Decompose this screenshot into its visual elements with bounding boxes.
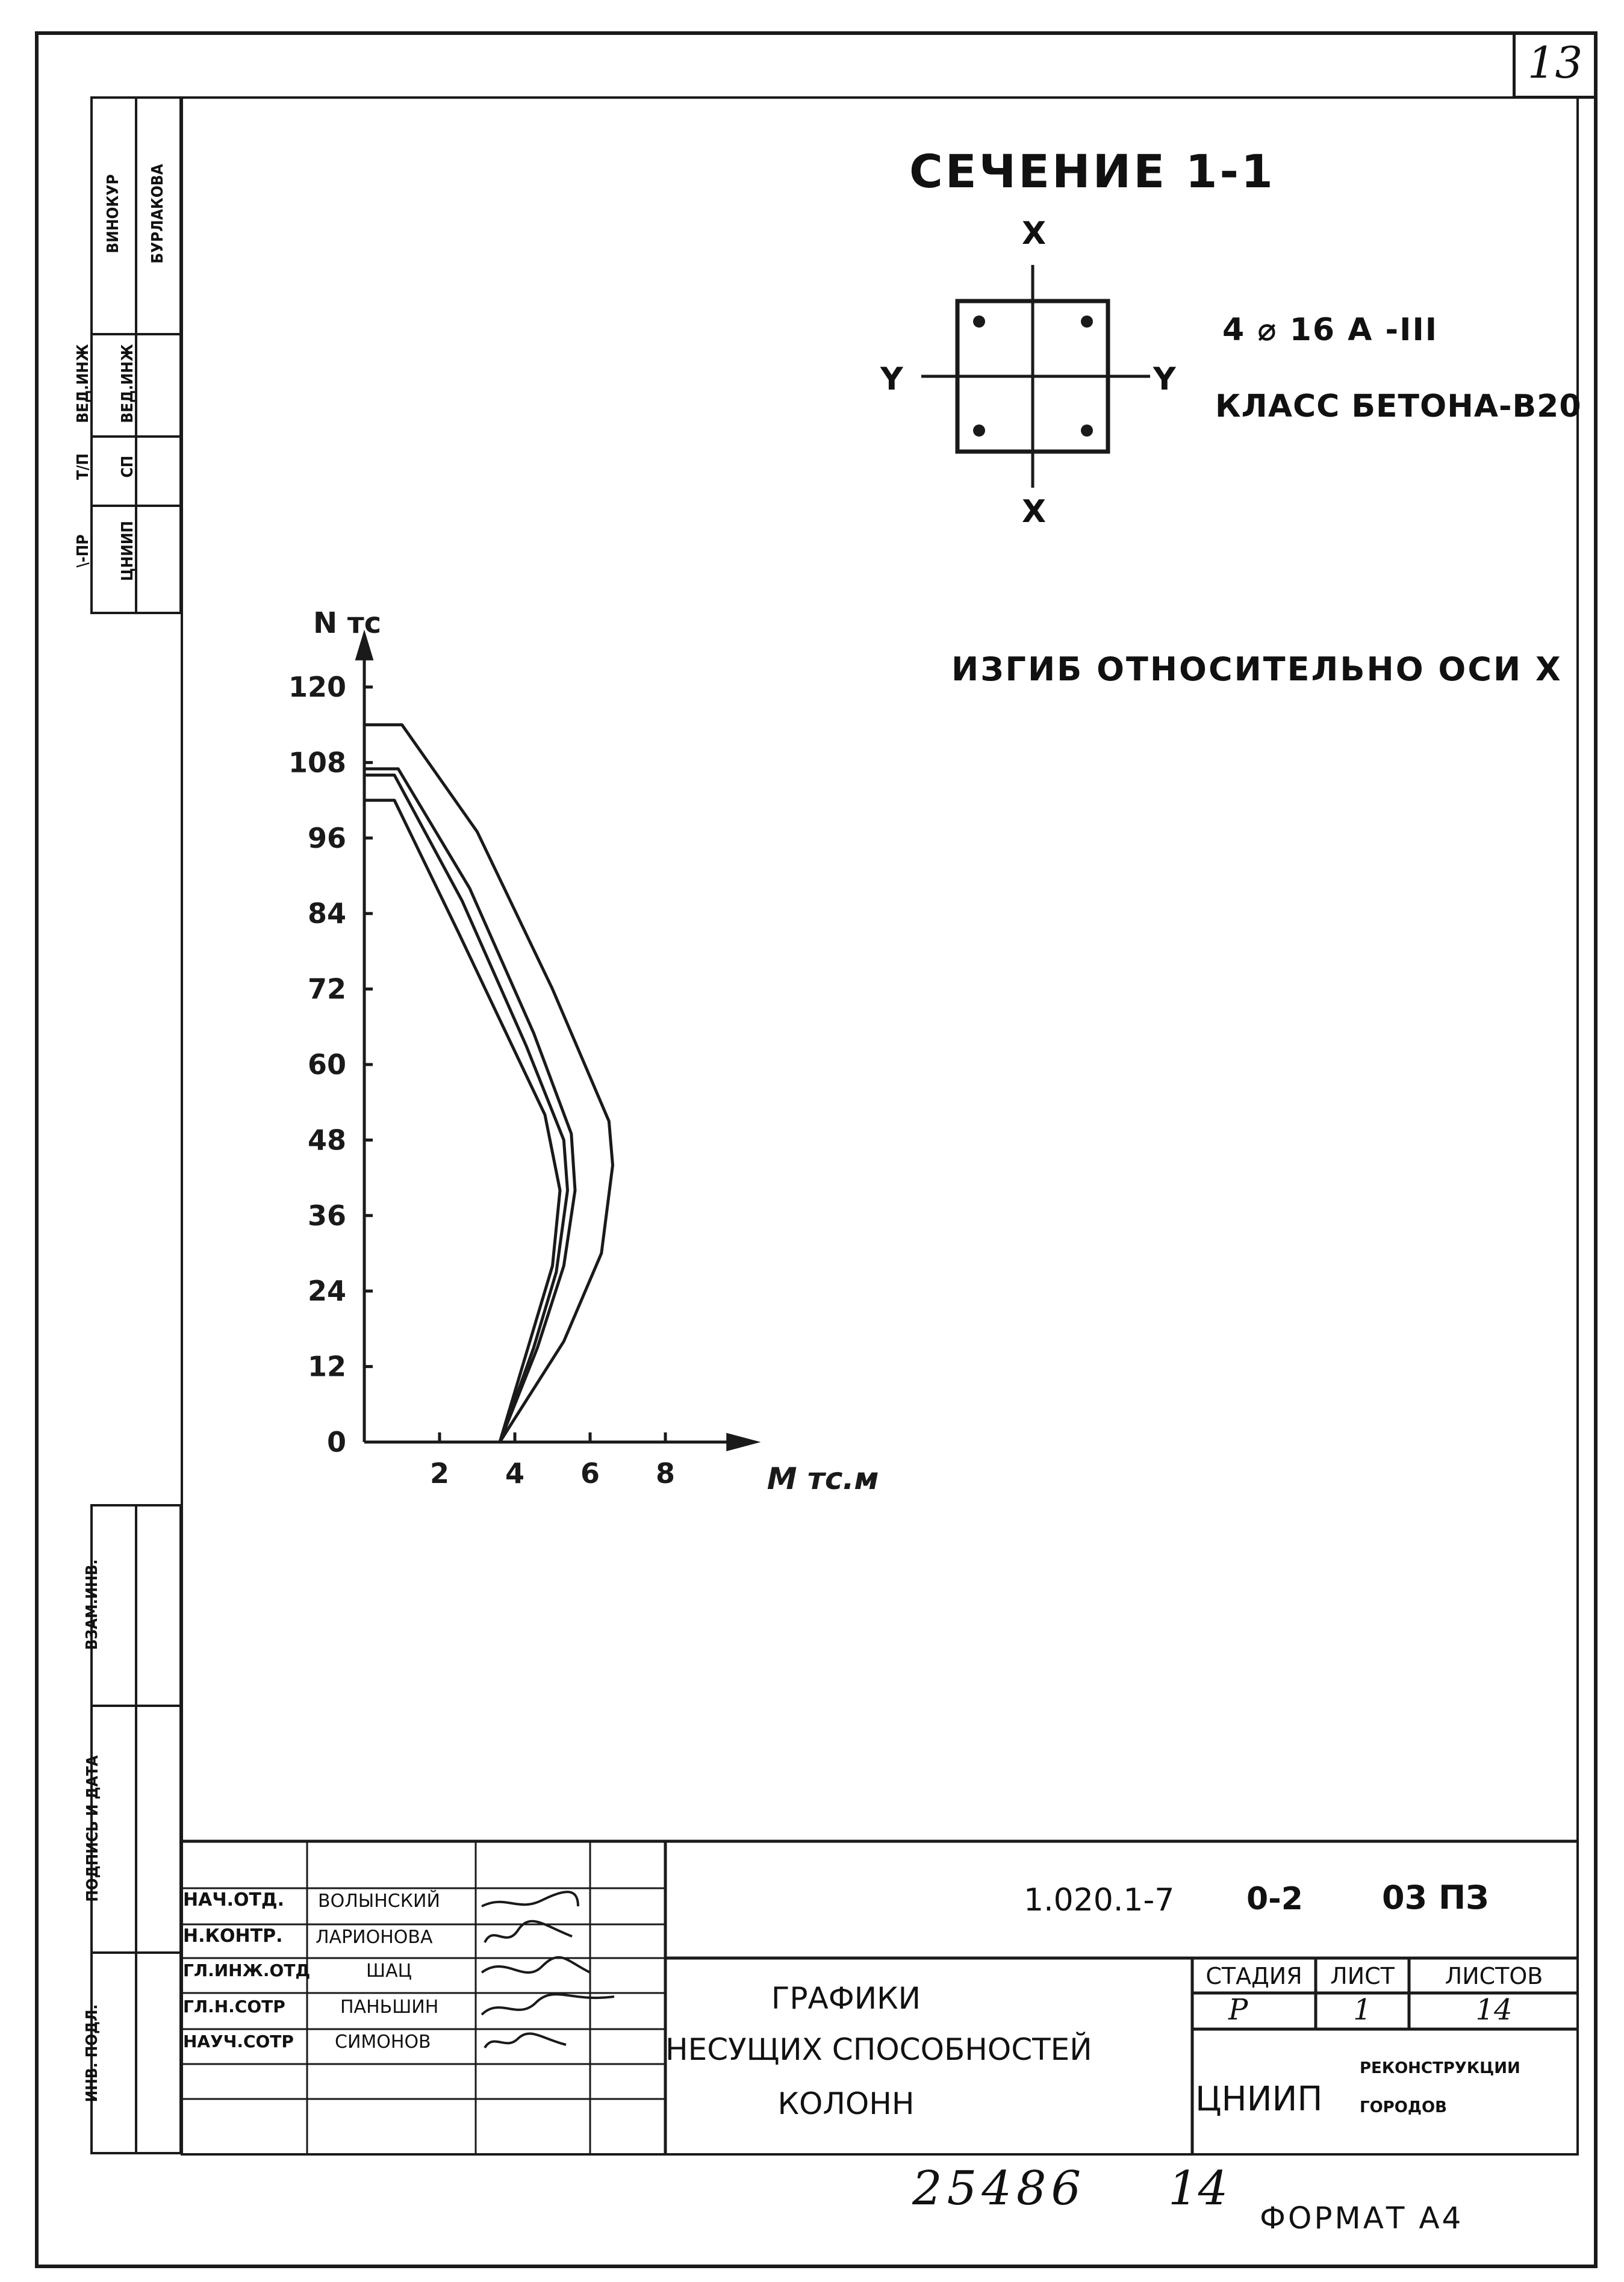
stamp-cell-top-1-b: ВЕД.ИНЖ — [119, 344, 137, 423]
name-1: ЛАРИОНОВА — [316, 1927, 433, 1948]
stamp-vzam-inv: ВЗАМ.ИНВ. — [83, 1559, 101, 1650]
axis-y-left: Y — [880, 361, 903, 397]
inventory-number: 25486 — [912, 2162, 1086, 2216]
rebar-dot — [1081, 316, 1093, 328]
x-tick-label: 6 — [580, 1457, 600, 1490]
name-0: ВОЛЫНСКИЙ — [318, 1891, 440, 1912]
y-tick-label: 96 — [307, 821, 346, 854]
axis-x-bottom: X — [1022, 494, 1047, 530]
y-tick-label: 48 — [307, 1124, 346, 1157]
name-3: ПАНЬШИН — [340, 1997, 439, 2018]
role-3: ГЛ.Н.СОТР — [183, 1997, 285, 2016]
role-1: Н.КОНТР. — [183, 1926, 283, 1947]
reinforcement-label: 4 ⌀ 16 А -III — [1222, 312, 1439, 348]
x-axis-label: M тс.м — [767, 1461, 879, 1496]
stamp-inv-podl: ИНВ. ПОДЛ. — [83, 2004, 101, 2103]
title-line-3: КОЛОНН — [777, 2086, 915, 2121]
name-4: СИМОНОВ — [335, 2032, 431, 2053]
sheet-value: 1 — [1353, 1993, 1372, 2027]
stamp-cell-top-2-b: СП — [119, 455, 137, 478]
org-name: ЦНИИП — [1195, 2080, 1323, 2119]
format-label: ФОРМАТ А4 — [1260, 2201, 1464, 2236]
sheets-value: 14 — [1475, 1993, 1513, 2027]
bending-label: ИЗГИБ ОТНОСИТЕЛЬНО ОСИ X — [951, 650, 1563, 688]
capacity-chart — [265, 606, 879, 1535]
sheet-code: 03 ПЗ — [1382, 1879, 1489, 1917]
x-tick-label: 4 — [505, 1457, 525, 1490]
left-stamp-bottom-grid — [90, 1504, 182, 2154]
stamp-cell-top-3-b: ЦНИИП — [119, 521, 137, 582]
y-tick-label: 12 — [307, 1350, 346, 1383]
axis-x-top: X — [1022, 216, 1047, 252]
inventory-count: 14 — [1168, 2162, 1228, 2216]
stamp-cell-top-1-a: ВЕД.ИНЖ — [74, 344, 92, 423]
y-tick-label: 72 — [307, 972, 346, 1006]
y-tick-label: 24 — [307, 1275, 346, 1308]
role-0: НАЧ.ОТД. — [183, 1889, 285, 1910]
stamp-cell-top-0-a: ВИНОКУР — [104, 174, 122, 253]
y-axis-label: N тс — [313, 606, 382, 641]
y-tick-label: 84 — [307, 897, 346, 930]
title-line-2: НЕСУЩИХ СПОСОБНОСТЕЙ — [665, 2032, 1092, 2067]
x-tick-label: 2 — [429, 1457, 450, 1490]
stamp-podpis-data: ПОДПИСЬ И ДАТА — [84, 1755, 102, 1902]
rebar-dot — [973, 316, 985, 328]
role-2: ГЛ.ИНЖ.ОТД — [183, 1960, 311, 1980]
capacity-curve-2 — [364, 769, 575, 1442]
capacity-curve-4 — [364, 800, 560, 1442]
stage-value: Р — [1228, 1993, 1248, 2027]
document-code: 1.020.1-7 — [1024, 1882, 1175, 1918]
rebar-dot — [1081, 424, 1093, 437]
org-sub-2: ГОРОДОВ — [1360, 2098, 1447, 2116]
stamp-cell-top-3-a: \-ПР — [74, 534, 92, 568]
rebar-dot — [973, 424, 985, 437]
axis-y-right: Y — [1153, 361, 1176, 397]
stage-header: СТАДИЯ — [1206, 1963, 1302, 1989]
section-title: СЕЧЕНИЕ 1-1 — [909, 145, 1275, 198]
stamp-cell-top-0-b: БУРЛАКОВА — [149, 164, 167, 264]
role-4: НАУЧ.СОТР — [183, 2032, 294, 2051]
y-tick-label: 108 — [288, 746, 346, 779]
y-tick-label: 36 — [307, 1199, 346, 1232]
sheet-header: ЛИСТ — [1330, 1963, 1395, 1989]
concrete-class-label: КЛАСС БЕТОНА-В20 — [1215, 388, 1582, 424]
sheets-header: ЛИСТОВ — [1445, 1963, 1543, 1989]
y-tick-label: 120 — [288, 671, 346, 703]
stamp-cell-top-2-a: Т/П — [74, 453, 92, 480]
signatures — [482, 1892, 614, 2048]
x-tick-label: 8 — [655, 1457, 676, 1490]
capacity-curve-1 — [364, 725, 613, 1442]
y-tick-label: 0 — [326, 1426, 346, 1458]
title-line-1: ГРАФИКИ — [771, 1981, 921, 2016]
sheet-number: 13 — [1527, 37, 1583, 88]
issue-code: 0-2 — [1246, 1881, 1303, 1917]
capacity-curve-3 — [364, 775, 568, 1442]
org-sub-1: РЕКОНСТРУКЦИИ — [1360, 2059, 1520, 2077]
y-tick-label: 60 — [307, 1048, 346, 1081]
name-2: ШАЦ — [366, 1960, 412, 1982]
x-axis-arrow — [728, 1435, 755, 1449]
